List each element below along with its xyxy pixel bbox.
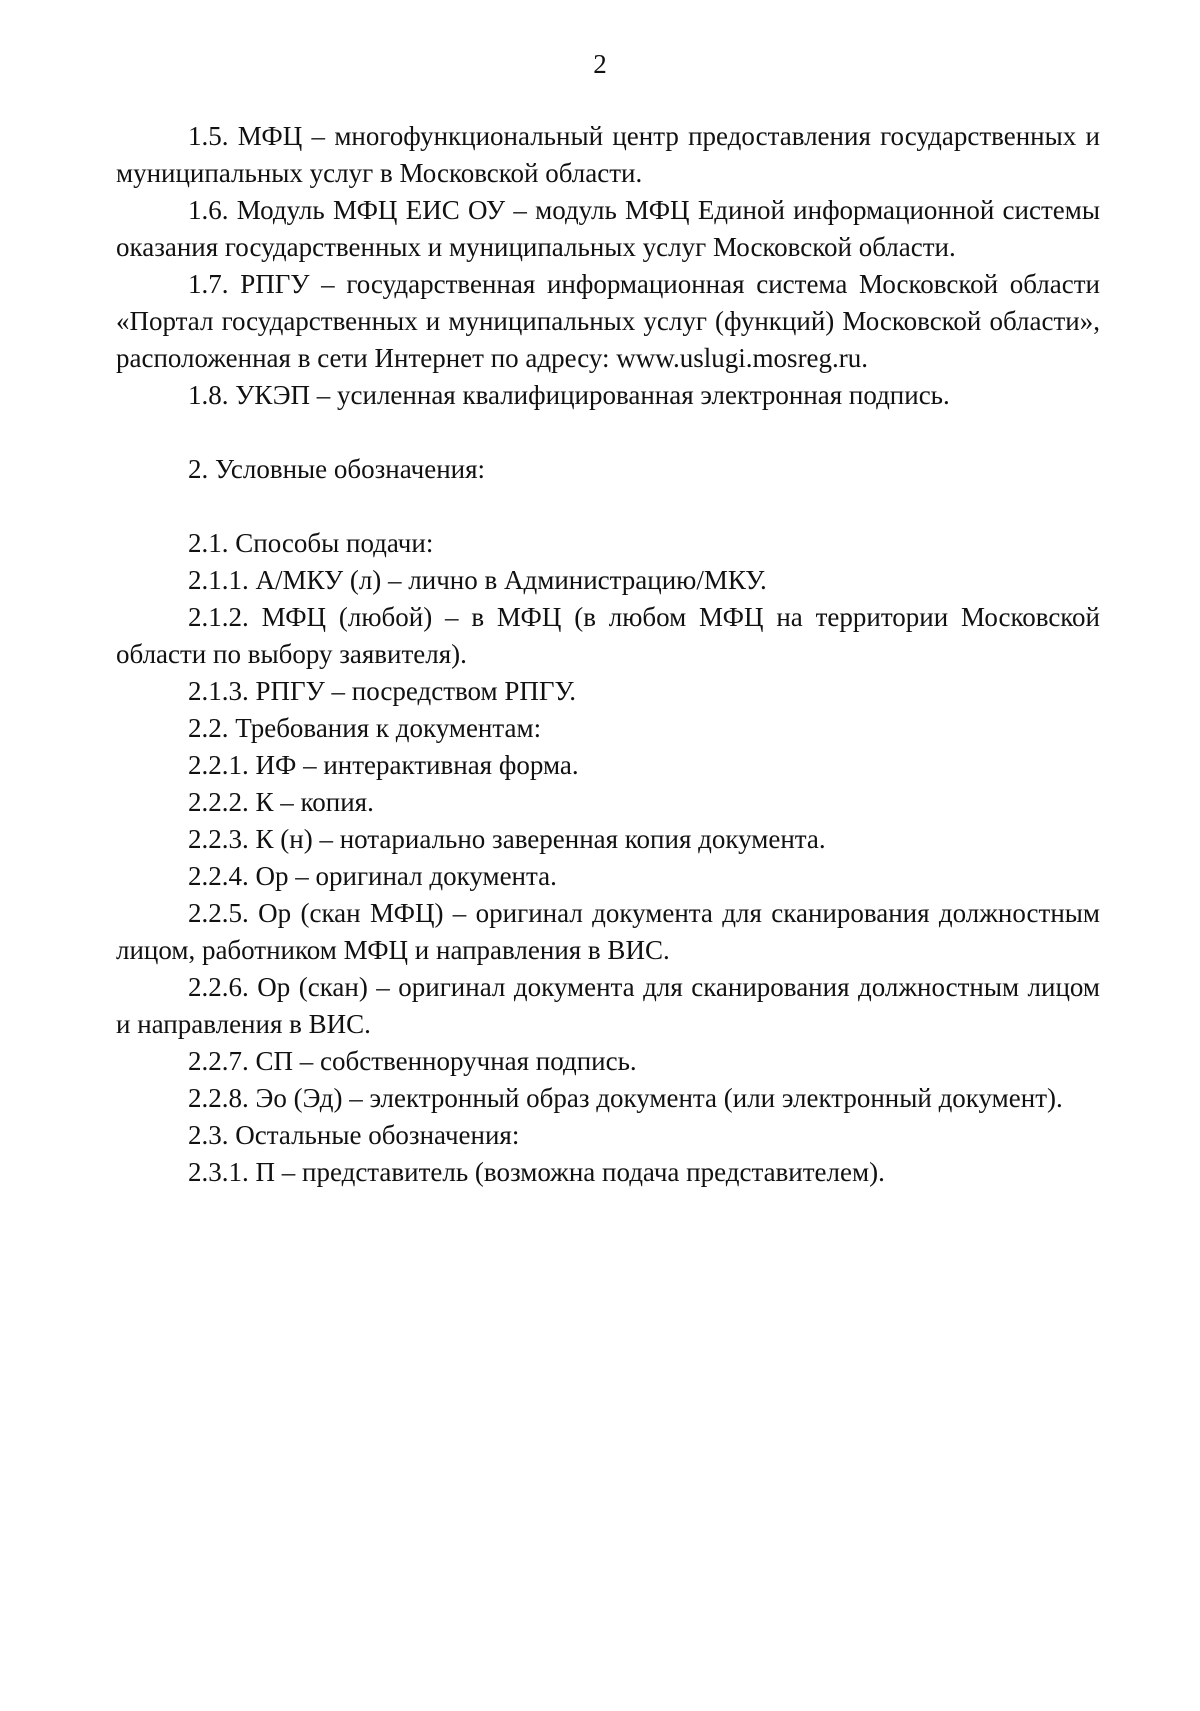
definition-ukep: 1.8. УКЭП – усиленная квалифицированная электронная подпись. — [188, 380, 950, 410]
subsection-heading-submission: 2.1. Способы подачи: — [188, 528, 434, 558]
legend-item: 2.2.5. Ор (скан МФЦ) – оригинал документа для сканирования должностным лицом, работником МФЦ и направления в ВИС. — [116, 898, 1100, 965]
legend-item: 2.1.2. МФЦ (любой) – в МФЦ (в любом МФЦ на территории Московской области по выбору заявителя). — [116, 602, 1100, 669]
subsection-heading-other: 2.3. Остальные обозначения: — [188, 1120, 520, 1150]
legend-item: 2.2.3. К (н) – нотариально заверенная копия документа. — [188, 824, 826, 854]
definition-rpgu: 1.7. РПГУ – государственная информационная система Московской области «Портал государственных и муниципальных услуг (функций) Московской области», расположенная в сети Интернет по адресу: www.uslugi.mosreg.ru. — [116, 269, 1100, 373]
legend-item: 2.2.8. Эо (Эд) – электронный образ документа (или электронный документ). — [188, 1083, 1063, 1113]
definition-mfc: 1.5. МФЦ – многофункциональный центр предоставления государственных и муниципальных услуг в Московской области. — [116, 121, 1100, 188]
definition-mfc-module: 1.6. Модуль МФЦ ЕИС ОУ – модуль МФЦ Единой информационной системы оказания государственных и муниципальных услуг Московской области. — [116, 195, 1100, 262]
legend-item: 2.2.7. СП – собственноручная подпись. — [188, 1046, 637, 1076]
legend-item: 2.1.1. А/МКУ (л) – лично в Администрацию/МКУ. — [188, 565, 767, 595]
legend-item: 2.2.1. ИФ – интерактивная форма. — [188, 750, 579, 780]
legend-item: 2.2.2. К – копия. — [188, 787, 374, 817]
section-spacer — [116, 488, 1100, 525]
page-number: 2 — [593, 49, 607, 79]
section-heading-legend: 2. Условные обозначения: — [188, 454, 486, 484]
subsection-heading-documents: 2.2. Требования к документам: — [188, 713, 542, 743]
legend-item: 2.2.6. Ор (скан) – оригинал документа для сканирования должностным лицом и направления в ВИС. — [116, 972, 1100, 1039]
document-body — [116, 118, 1100, 1191]
legend-item: 2.3.1. П – представитель (возможна подача представителем). — [188, 1157, 885, 1187]
legend-item: 2.1.3. РПГУ – посредством РПГУ. — [188, 676, 576, 706]
legend-item: 2.2.4. Ор – оригинал документа. — [188, 861, 557, 891]
section-spacer — [116, 414, 1100, 451]
